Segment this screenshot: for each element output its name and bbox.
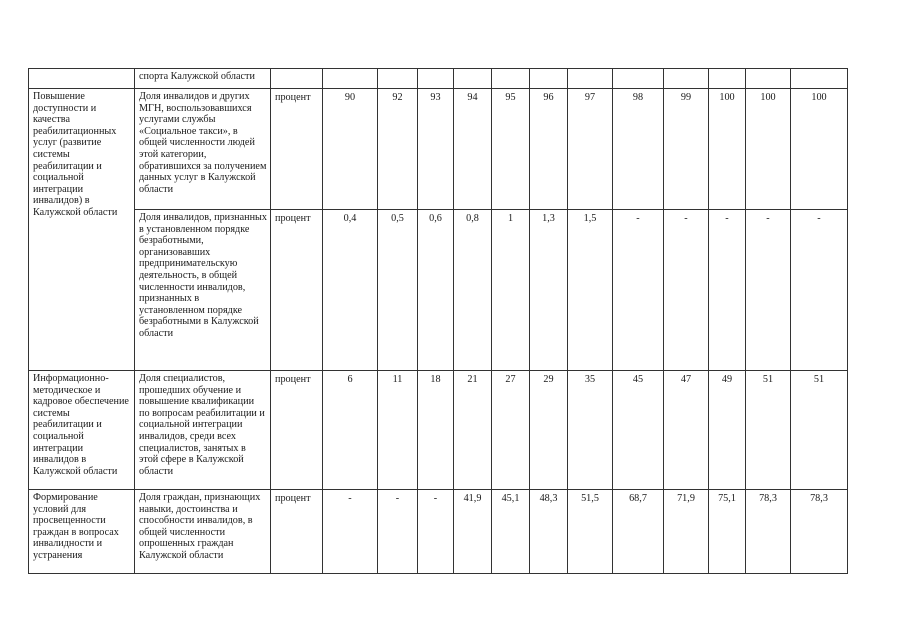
unit-cell: [271, 69, 323, 89]
unit-cell: процент: [271, 490, 323, 574]
value-cell: 6: [323, 371, 378, 490]
value-cell: 78,3: [791, 490, 848, 574]
value-cell: 11: [378, 371, 418, 490]
value-cell: -: [791, 210, 848, 371]
value-cell: 51,5: [568, 490, 613, 574]
table-row: [29, 210, 848, 371]
value-cell: -: [323, 490, 378, 574]
value-cell: 21: [454, 371, 492, 490]
indicator-cell: Доля инвалидов и других МГН, воспользовавшихся услугами службы «Социальное такси», в общей численности людей этой категории, обратившихся за получением данных услуг в Калужской области: [135, 89, 271, 210]
value-cell: 75,1: [709, 490, 746, 574]
table-row-continuation: [29, 69, 848, 89]
value-cell: 51: [746, 371, 791, 490]
value-cell: 92: [378, 89, 418, 210]
value-cell: 98: [613, 89, 664, 210]
value-cell: 35: [568, 371, 613, 490]
value-cell: 45: [613, 371, 664, 490]
value-cell: -: [746, 210, 791, 371]
table-row: [29, 490, 848, 574]
value-cell: 1: [492, 210, 530, 371]
value-cell: 99: [664, 89, 709, 210]
unit-cell: процент: [271, 210, 323, 371]
value-cell: 1,5: [568, 210, 613, 371]
indicator-cell: спорта Калужской области: [135, 69, 271, 89]
value-cell: -: [709, 210, 746, 371]
value-cell: 18: [418, 371, 454, 490]
indicator-cell: Доля инвалидов, признанных в установленном порядке безработными, организовавших предпринимательскую деятельность, в общей численности инвалидов, признанных в установленном порядке безработными в Калужской области: [135, 210, 271, 371]
unit-cell: процент: [271, 89, 323, 210]
value-cell: 100: [746, 89, 791, 210]
goal-cell: Формирование условий для просвещенности граждан в вопросах инвалидности и устранения: [29, 490, 135, 574]
value-cell: 48,3: [530, 490, 568, 574]
value-cell: 47: [664, 371, 709, 490]
value-cell: 71,9: [664, 490, 709, 574]
value-cell: 0,4: [323, 210, 378, 371]
value-cell: 94: [454, 89, 492, 210]
value-cell: 1,3: [530, 210, 568, 371]
value-cell: 90: [323, 89, 378, 210]
indicator-cell: Доля специалистов, прошедших обучение и повышение квалификации по вопросам реабилитации и социальной интеграции инвалидов, среди всех специалистов, занятых в этой сфере в Калужской области: [135, 371, 271, 490]
value-cell: 49: [709, 371, 746, 490]
goal-cell: Повышение доступности и качества реабилитационных услуг (развитие системы реабилитации и социальной интеграции инвалидов) в Калужской области: [29, 89, 135, 371]
unit-cell: процент: [271, 371, 323, 490]
value-cell: -: [613, 210, 664, 371]
value-cell: 96: [530, 89, 568, 210]
value-cell: 29: [530, 371, 568, 490]
goal-cell: Информационно-методическое и кадровое обеспечение системы реабилитации и социальной интеграции инвалидов в Калужской области: [29, 371, 135, 490]
value-cell: -: [378, 490, 418, 574]
value-cell: 45,1: [492, 490, 530, 574]
value-cell: -: [418, 490, 454, 574]
goal-cell: [29, 69, 135, 89]
value-cell: 27: [492, 371, 530, 490]
indicator-cell: Доля граждан, признающих навыки, достоинства и способности инвалидов, в общей численности опрошенных граждан Калужской области: [135, 490, 271, 574]
indicators-table: [28, 68, 848, 574]
value-cell: 100: [791, 89, 848, 210]
value-cell: 0,6: [418, 210, 454, 371]
value-cell: 0,5: [378, 210, 418, 371]
table-row: [29, 371, 848, 490]
value-cell: 68,7: [613, 490, 664, 574]
value-cell: 41,9: [454, 490, 492, 574]
value-cell: 97: [568, 89, 613, 210]
table-row: [29, 89, 848, 210]
value-cell: 100: [709, 89, 746, 210]
value-cell: 78,3: [746, 490, 791, 574]
value-cell: 93: [418, 89, 454, 210]
value-cell: 0,8: [454, 210, 492, 371]
value-cell: 51: [791, 371, 848, 490]
value-cell: 95: [492, 89, 530, 210]
value-cell: -: [664, 210, 709, 371]
